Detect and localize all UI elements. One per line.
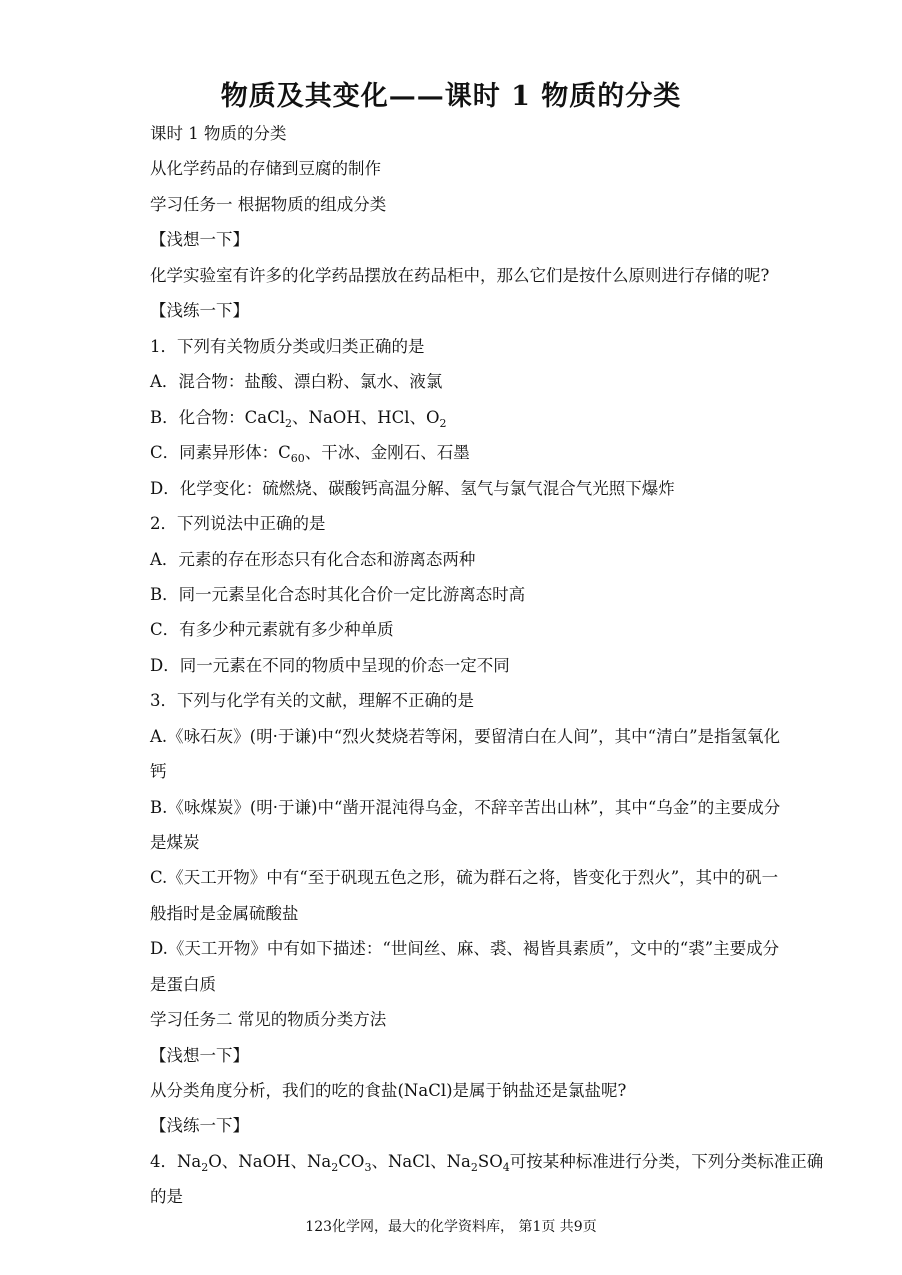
text-line: 化学实验室有许多的化学药品摆放在药品柜中，那么它们是按什么原则进行存储的呢?: [150, 266, 770, 285]
text-line: 【浅想一下】: [150, 230, 249, 249]
text-line: 【浅练一下】: [150, 1116, 249, 1135]
option-line: C．同素异形体：$C_{60}$、干冰、金刚石、石墨: [150, 443, 470, 465]
option-line: B．同一元素呈化合态时其化合价一定比游离态时高: [150, 585, 526, 604]
text-line: 【浅想一下】: [150, 1046, 249, 1065]
option-line: A．元素的存在形态只有化合态和游离态两种: [150, 550, 476, 569]
question-3: 3．下列与化学有关的文献，理解不正确的是: [150, 691, 474, 710]
option-line: 是煤炭: [150, 833, 200, 852]
question-1: 1．下列有关物质分类或归类正确的是: [150, 337, 425, 356]
question-4: 4．$Na_2O$、NaOH、$Na_2CO_3$、NaCl、$Na_2SO_4$可按某种标准进行分类，下列分类标准正确: [150, 1152, 824, 1174]
option-line: B.《咏煤炭》(明·于谦)中“凿开混沌得乌金，不辞辛苦出山林”，其中“乌金”的主要成分: [150, 798, 781, 817]
option-line: 般指时是金属硫酸盐: [150, 904, 299, 923]
text-line: 从分类角度分析，我们的吃的食盐(NaCl)是属于钠盐还是氯盐呢?: [150, 1081, 627, 1100]
option-line: B．化合物：CaCl$_2$、NaOH、HCl、$O_2$: [150, 408, 447, 430]
section-heading: 学习任务二 常见的物质分类方法: [150, 1010, 387, 1029]
text-line: 【浅练一下】: [150, 301, 249, 320]
option-line: C．有多少种元素就有多少种单质: [150, 620, 394, 639]
option-line: 钙: [150, 762, 167, 781]
page-footer: 123化学网，最大的化学资料库， 第1页 共9页: [305, 1219, 597, 1235]
text-line: 从化学药品的存储到豆腐的制作: [150, 159, 381, 178]
document-title: 物质及其变化——课时 1 物质的分类: [220, 81, 682, 112]
question-2: 2．下列说法中正确的是: [150, 514, 326, 533]
option-line: D．化学变化：硫燃烧、碳酸钙高温分解、氢气与氯气混合气光照下爆炸: [150, 479, 675, 498]
option-line: C.《天工开物》中有“至于矾现五色之形，硫为群石之将，皆变化于烈火”，其中的矾一: [150, 868, 779, 887]
option-line: 是蛋白质: [150, 975, 216, 994]
text-line: 课时 1 物质的分类: [150, 124, 287, 143]
option-line: D.《天工开物》中有如下描述：“世间丝、麻、裘、褐皆具素质”，文中的“裘”主要成分: [150, 939, 780, 958]
text-line: 的是: [150, 1187, 183, 1206]
section-heading: 学习任务一 根据物质的组成分类: [150, 195, 387, 214]
option-line: A.《咏石灰》(明·于谦)中“烈火焚烧若等闲，要留清白在人间”，其中“清白”是指氢氧化: [150, 727, 781, 746]
option-line: D．同一元素在不同的物质中呈现的价态一定不同: [150, 656, 510, 675]
option-line: A．混合物：盐酸、漂白粉、氯水、液氯: [150, 372, 443, 391]
